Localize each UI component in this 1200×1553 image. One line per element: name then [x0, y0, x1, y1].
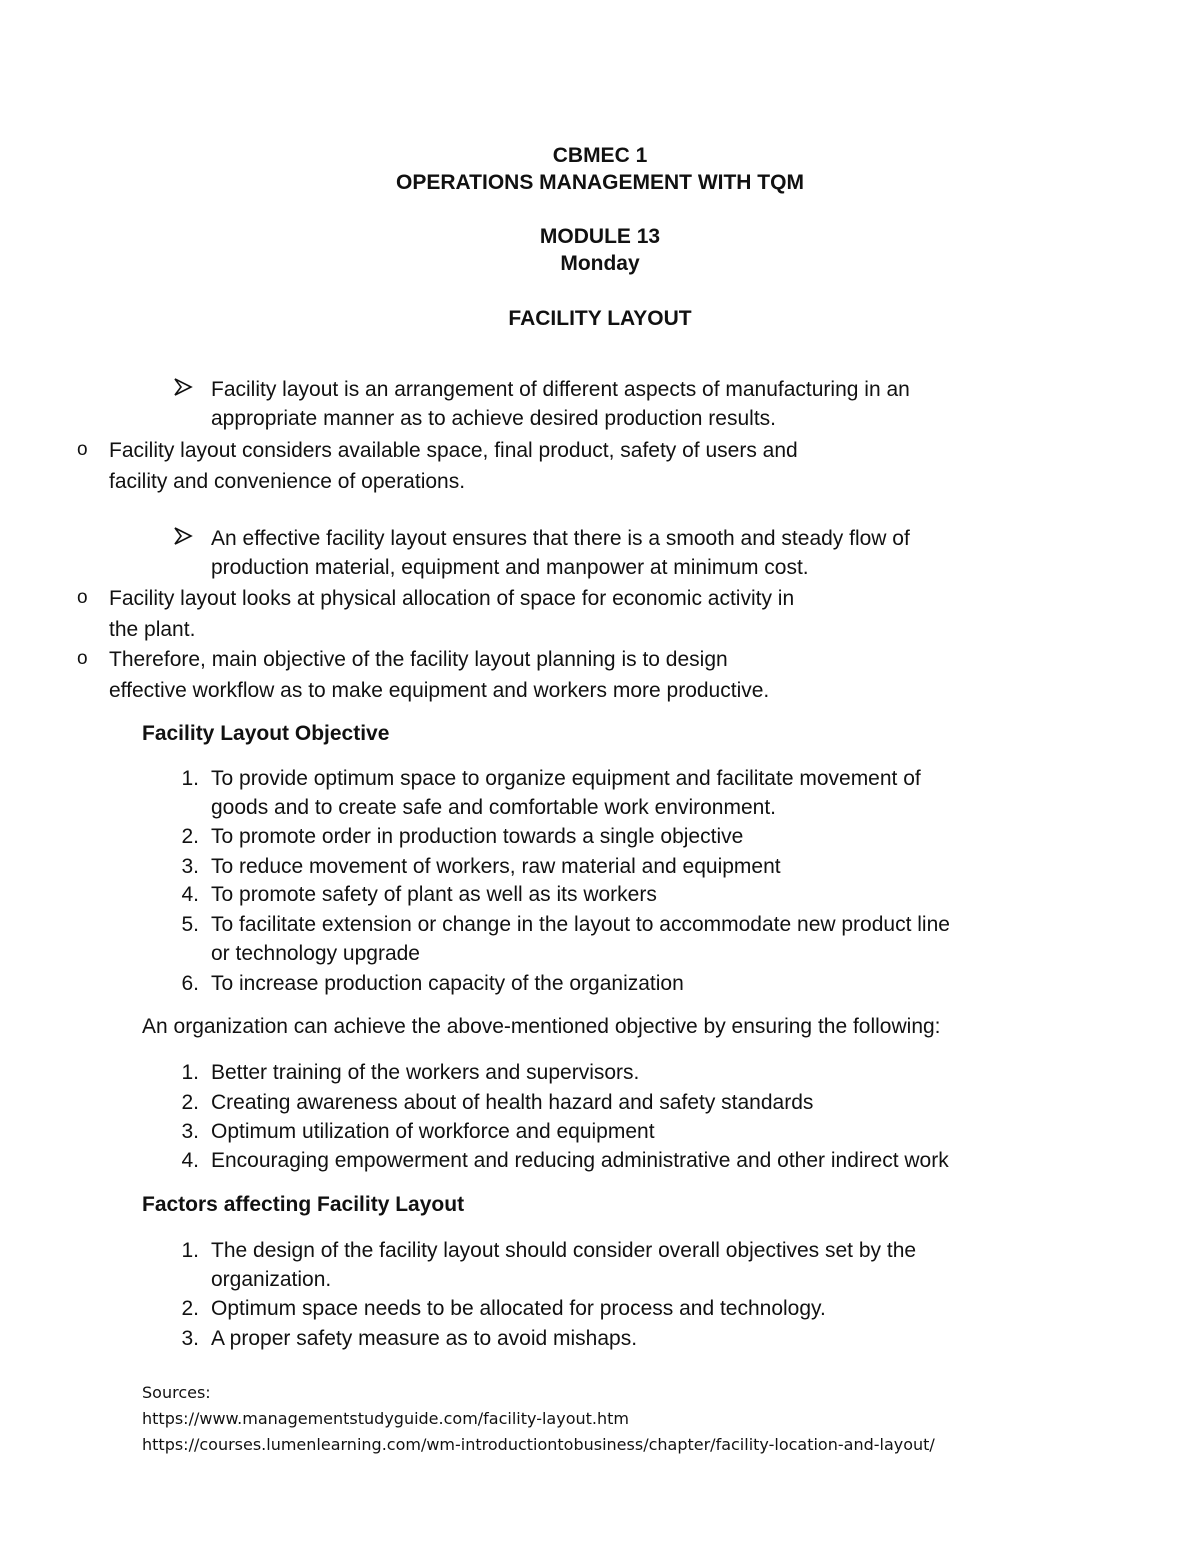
arrow-bullet-icon: [173, 526, 193, 546]
course-code: CBMEC 1: [552, 144, 648, 167]
source-link[interactable]: https://www.managementstudyguide.com/facility-layout.htm: [142, 1409, 629, 1428]
list-item-line: The design of the facility layout should consider overall objectives set by the: [211, 1239, 917, 1262]
section-heading-objective: Facility Layout Objective: [142, 722, 390, 745]
sub-bullet-line: the plant.: [109, 618, 196, 641]
section-heading-factors: Factors affecting Facility Layout: [142, 1193, 465, 1216]
bullet-line: Facility layout is an arrangement of different aspects of manufacturing in an: [211, 378, 910, 401]
list-item-line: To promote safety of plant as well as its workers: [211, 883, 657, 906]
list-number: 1.: [181, 1239, 199, 1262]
list-item-line: Encouraging empowerment and reducing administrative and other indirect work: [211, 1149, 949, 1172]
circle-bullet-marker: o: [77, 439, 88, 460]
list-item-line: To reduce movement of workers, raw material and equipment: [211, 855, 781, 878]
sub-bullet-line: Therefore, main objective of the facility layout planning is to design: [109, 648, 728, 671]
source-link[interactable]: https://courses.lumenlearning.com/wm-introductiontobusiness/chapter/facility-location-and-layout/: [142, 1435, 935, 1454]
module-number: MODULE 13: [539, 225, 661, 248]
list-number: 1.: [181, 767, 199, 790]
list-number: 3.: [181, 1120, 199, 1143]
list-number: 2.: [181, 825, 199, 848]
bullet-line: An effective facility layout ensures that there is a smooth and steady flow of: [211, 527, 910, 550]
list-number: 6.: [181, 972, 199, 995]
list-number: 4.: [181, 1149, 199, 1172]
page-title: FACILITY LAYOUT: [508, 307, 692, 330]
list-item-line: To increase production capacity of the organization: [211, 972, 684, 995]
achieve-intro-paragraph: An organization can achieve the above-mentioned objective by ensuring the following:: [142, 1015, 941, 1038]
list-item-line: or technology upgrade: [211, 942, 420, 965]
sub-bullet-line: effective workflow as to make equipment and workers more productive.: [109, 679, 770, 702]
list-number: 3.: [181, 855, 199, 878]
list-item-line: Optimum utilization of workforce and equipment: [211, 1120, 655, 1143]
list-item-line: A proper safety measure as to avoid mishaps.: [211, 1327, 638, 1350]
list-number: 4.: [181, 883, 199, 906]
sources-label: Sources:: [142, 1383, 211, 1402]
list-number: 2.: [181, 1091, 199, 1114]
sub-bullet-line: Facility layout looks at physical allocation of space for economic activity in: [109, 587, 795, 610]
list-item-line: To promote order in production towards a single objective: [211, 825, 744, 848]
list-item-line: organization.: [211, 1268, 332, 1291]
list-number: 1.: [181, 1061, 199, 1084]
bullet-line: production material, equipment and manpower at minimum cost.: [211, 556, 809, 579]
sub-bullet-line: facility and convenience of operations.: [109, 470, 466, 493]
list-number: 2.: [181, 1297, 199, 1320]
list-item-line: goods and to create safe and comfortable work environment.: [211, 796, 776, 819]
sub-bullet-line: Facility layout considers available space, final product, safety of users and: [109, 439, 798, 462]
list-item-line: To provide optimum space to organize equipment and facilitate movement of: [211, 767, 921, 790]
module-day: Monday: [560, 252, 640, 275]
bullet-line: appropriate manner as to achieve desired production results.: [211, 407, 776, 430]
list-item-line: Creating awareness about of health hazard and safety standards: [211, 1091, 814, 1114]
list-number: 5.: [181, 913, 199, 936]
circle-bullet-marker: o: [77, 648, 88, 669]
arrow-bullet-icon: [173, 377, 193, 397]
circle-bullet-marker: o: [77, 587, 88, 608]
list-item-line: Better training of the workers and supervisors.: [211, 1061, 640, 1084]
course-title: OPERATIONS MANAGEMENT WITH TQM: [396, 171, 804, 194]
list-number: 3.: [181, 1327, 199, 1350]
list-item-line: To facilitate extension or change in the layout to accommodate new product line: [211, 913, 950, 936]
list-item-line: Optimum space needs to be allocated for process and technology.: [211, 1297, 826, 1320]
